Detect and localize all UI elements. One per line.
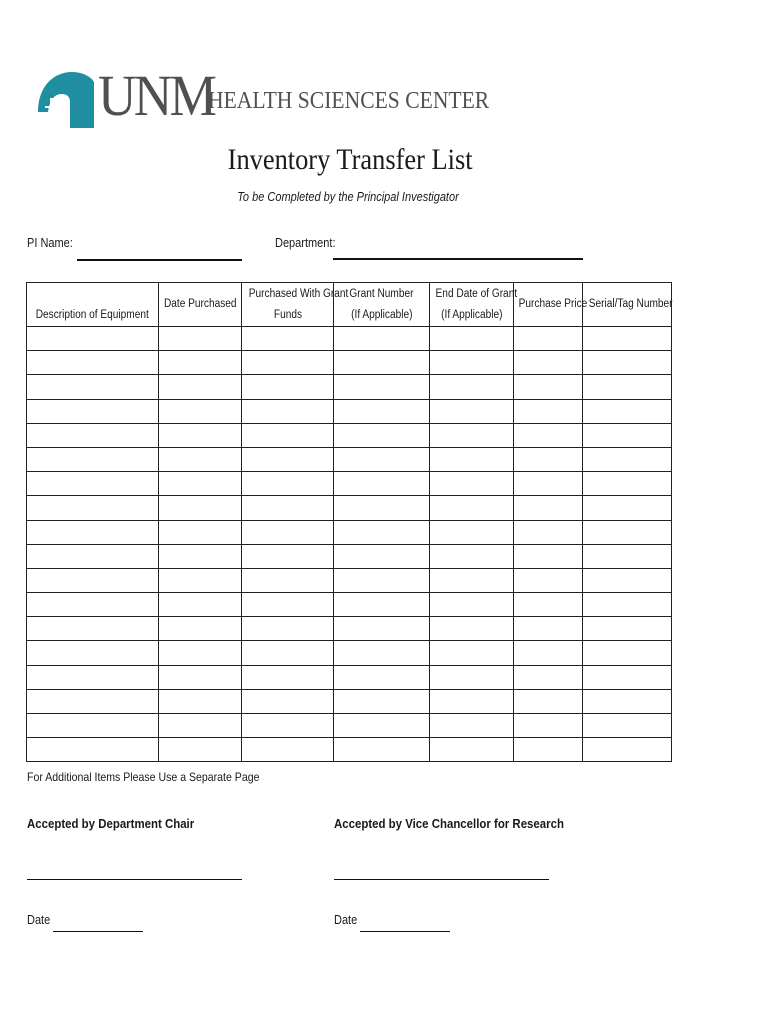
cell-grant-number[interactable]	[334, 641, 430, 665]
cell-date-purchased[interactable]	[159, 593, 242, 617]
table-row	[27, 544, 672, 568]
cell-date-purchased[interactable]	[159, 472, 242, 496]
cell-grant-end-date[interactable]	[430, 665, 514, 689]
accepted-by-vcr-label: Accepted by Vice Chancellor for Research	[334, 816, 564, 831]
cell-serial-tag[interactable]	[583, 689, 672, 713]
cell-description[interactable]	[27, 641, 159, 665]
cell-purchase-price[interactable]	[514, 520, 583, 544]
cell-grant-end-date[interactable]	[430, 593, 514, 617]
column-header-label: Date Purchased	[163, 298, 237, 310]
cell-date-purchased[interactable]	[159, 568, 242, 592]
cell-description[interactable]	[27, 472, 159, 496]
cell-grant-end-date[interactable]	[430, 375, 514, 399]
table-row	[27, 714, 672, 738]
cell-grant-end-date[interactable]	[430, 423, 514, 447]
cell-grant-number[interactable]	[334, 544, 430, 568]
cell-serial-tag[interactable]	[583, 375, 672, 399]
cell-description[interactable]	[27, 496, 159, 520]
column-header-grant-funds	[242, 283, 349, 327]
department-field[interactable]	[333, 258, 583, 260]
cell-grant-funds[interactable]	[242, 714, 334, 738]
unm-arch-logo-icon	[36, 68, 96, 128]
cell-description[interactable]	[27, 544, 159, 568]
cell-serial-tag[interactable]	[583, 665, 672, 689]
table-row	[27, 641, 672, 665]
table-row	[27, 520, 672, 544]
cell-date-purchased[interactable]	[159, 641, 242, 665]
cell-grant-number[interactable]	[334, 714, 430, 738]
cell-grant-end-date[interactable]	[430, 496, 514, 520]
cell-grant-funds[interactable]	[242, 689, 334, 713]
cell-grant-number[interactable]	[334, 375, 430, 399]
cell-description[interactable]	[27, 593, 159, 617]
cell-serial-tag[interactable]	[583, 738, 672, 762]
cell-serial-tag[interactable]	[583, 714, 672, 738]
accepted-by-chair-label: Accepted by Department Chair	[27, 816, 195, 831]
cell-purchase-price[interactable]	[514, 447, 583, 471]
cell-date-purchased[interactable]	[159, 714, 242, 738]
cell-purchase-price[interactable]	[514, 423, 583, 447]
cell-grant-number[interactable]	[334, 520, 430, 544]
chair-date-field[interactable]	[53, 931, 143, 932]
cell-grant-funds[interactable]	[242, 375, 334, 399]
cell-grant-funds[interactable]	[242, 447, 334, 471]
cell-grant-number[interactable]	[334, 568, 430, 592]
table-row	[27, 447, 672, 471]
cell-description[interactable]	[27, 351, 159, 375]
cell-grant-funds[interactable]	[242, 496, 334, 520]
cell-purchase-price[interactable]	[514, 327, 583, 351]
column-header-date-purchased	[159, 283, 242, 327]
table-row	[27, 399, 672, 423]
cell-purchase-price[interactable]	[514, 665, 583, 689]
cell-grant-funds[interactable]	[242, 472, 334, 496]
cell-serial-tag[interactable]	[583, 593, 672, 617]
column-header-description	[27, 283, 159, 327]
cell-grant-funds[interactable]	[242, 568, 334, 592]
cell-serial-tag[interactable]	[583, 641, 672, 665]
cell-grant-end-date[interactable]	[430, 327, 514, 351]
cell-grant-number[interactable]	[334, 496, 430, 520]
table-row	[27, 327, 672, 351]
vcr-signature-line[interactable]	[334, 879, 549, 880]
table-header-row	[27, 283, 672, 327]
cell-date-purchased[interactable]	[159, 544, 242, 568]
cell-grant-end-date[interactable]	[430, 714, 514, 738]
table-row	[27, 568, 672, 592]
cell-grant-end-date[interactable]	[430, 738, 514, 762]
chair-signature-line[interactable]	[27, 879, 242, 880]
column-header-label: End Date of Grant	[435, 287, 518, 300]
chair-date-label: Date	[27, 913, 51, 927]
cell-purchase-price[interactable]	[514, 593, 583, 617]
cell-description[interactable]	[27, 447, 159, 471]
cell-description[interactable]	[27, 738, 159, 762]
cell-date-purchased[interactable]	[159, 423, 242, 447]
cell-description[interactable]	[27, 375, 159, 399]
cell-date-purchased[interactable]	[159, 617, 242, 641]
cell-description[interactable]	[27, 327, 159, 351]
cell-grant-number[interactable]	[334, 738, 430, 762]
cell-purchase-price[interactable]	[514, 496, 583, 520]
cell-grant-number[interactable]	[334, 593, 430, 617]
cell-purchase-price[interactable]	[514, 738, 583, 762]
cell-grant-number[interactable]	[334, 351, 430, 375]
cell-grant-end-date[interactable]	[430, 399, 514, 423]
cell-grant-funds[interactable]	[242, 351, 334, 375]
cell-grant-funds[interactable]	[242, 423, 334, 447]
cell-grant-end-date[interactable]	[430, 641, 514, 665]
page-subtitle: To be Completed by the Principal Investigator	[237, 190, 459, 204]
inventory-table	[26, 282, 672, 762]
table-row	[27, 617, 672, 641]
vcr-date-field[interactable]	[360, 931, 450, 932]
cell-serial-tag[interactable]	[583, 568, 672, 592]
cell-purchase-price[interactable]	[514, 617, 583, 641]
table-row	[27, 472, 672, 496]
column-header-purchase-price	[514, 283, 588, 327]
cell-serial-tag[interactable]	[583, 447, 672, 471]
cell-date-purchased[interactable]	[159, 375, 242, 399]
cell-description[interactable]	[27, 714, 159, 738]
cell-purchase-price[interactable]	[514, 472, 583, 496]
cell-date-purchased[interactable]	[159, 738, 242, 762]
column-header-label: Serial/Tag Number	[588, 298, 673, 310]
pi-name-field[interactable]	[77, 259, 242, 261]
cell-date-purchased[interactable]	[159, 447, 242, 471]
cell-description[interactable]	[27, 665, 159, 689]
column-header-label: Purchase Price	[518, 298, 588, 310]
table-row	[27, 689, 672, 713]
cell-serial-tag[interactable]	[583, 472, 672, 496]
cell-serial-tag[interactable]	[583, 520, 672, 544]
cell-description[interactable]	[27, 689, 159, 713]
table-row	[27, 375, 672, 399]
cell-grant-funds[interactable]	[242, 327, 334, 351]
cell-purchase-price[interactable]	[514, 375, 583, 399]
cell-purchase-price[interactable]	[514, 568, 583, 592]
table-row	[27, 496, 672, 520]
cell-purchase-price[interactable]	[514, 689, 583, 713]
cell-date-purchased[interactable]	[159, 496, 242, 520]
cell-grant-number[interactable]	[334, 399, 430, 423]
logo-unm-text: UNM	[98, 63, 215, 128]
column-header-label: Description of Equipment	[35, 309, 150, 321]
cell-serial-tag[interactable]	[583, 351, 672, 375]
table-row	[27, 738, 672, 762]
department-label: Department:	[275, 236, 336, 250]
cell-grant-funds[interactable]	[242, 593, 334, 617]
table-row	[27, 423, 672, 447]
cell-description[interactable]	[27, 568, 159, 592]
cell-grant-funds[interactable]	[242, 544, 334, 568]
cell-grant-funds[interactable]	[242, 520, 334, 544]
cell-grant-number[interactable]	[334, 423, 430, 447]
cell-date-purchased[interactable]	[159, 665, 242, 689]
column-header-label: Grant Number	[349, 287, 414, 300]
logo-center-text: HEALTH SCIENCES CENTER	[208, 88, 490, 114]
column-header-serial-tag	[583, 283, 672, 327]
cell-grant-number[interactable]	[334, 472, 430, 496]
cell-date-purchased[interactable]	[159, 520, 242, 544]
cell-date-purchased[interactable]	[159, 327, 242, 351]
cell-grant-funds[interactable]	[242, 617, 334, 641]
cell-purchase-price[interactable]	[514, 714, 583, 738]
column-header-label: (If Applicable)	[440, 308, 503, 321]
cell-description[interactable]	[27, 423, 159, 447]
cell-grant-end-date[interactable]	[430, 520, 514, 544]
cell-date-purchased[interactable]	[159, 689, 242, 713]
cell-serial-tag[interactable]	[583, 544, 672, 568]
cell-grant-funds[interactable]	[242, 399, 334, 423]
cell-purchase-price[interactable]	[514, 351, 583, 375]
cell-grant-end-date[interactable]	[430, 689, 514, 713]
vcr-date-label: Date	[334, 913, 358, 927]
cell-purchase-price[interactable]	[514, 544, 583, 568]
column-header-label: Purchased With Grant	[248, 287, 349, 300]
cell-grant-number[interactable]	[334, 327, 430, 351]
cell-grant-end-date[interactable]	[430, 617, 514, 641]
cell-date-purchased[interactable]	[159, 399, 242, 423]
table-row	[27, 665, 672, 689]
cell-description[interactable]	[27, 399, 159, 423]
cell-grant-end-date[interactable]	[430, 351, 514, 375]
table-row	[27, 593, 672, 617]
table-row	[27, 351, 672, 375]
cell-grant-number[interactable]	[334, 447, 430, 471]
column-header-grant-end-date	[430, 283, 518, 327]
cell-serial-tag[interactable]	[583, 423, 672, 447]
column-header-label: (If Applicable)	[350, 308, 413, 321]
pi-name-label: PI Name:	[27, 236, 73, 250]
cell-grant-end-date[interactable]	[430, 544, 514, 568]
cell-serial-tag[interactable]	[583, 496, 672, 520]
cell-description[interactable]	[27, 520, 159, 544]
cell-description[interactable]	[27, 617, 159, 641]
cell-grant-end-date[interactable]	[430, 568, 514, 592]
page-title: Inventory Transfer List	[227, 143, 473, 176]
cell-serial-tag[interactable]	[583, 399, 672, 423]
cell-grant-end-date[interactable]	[430, 447, 514, 471]
cell-grant-number[interactable]	[334, 617, 430, 641]
table-body	[27, 327, 672, 762]
additional-items-note: For Additional Items Please Use a Separate Page	[27, 770, 260, 784]
cell-serial-tag[interactable]	[583, 617, 672, 641]
cell-grant-end-date[interactable]	[430, 472, 514, 496]
cell-serial-tag[interactable]	[583, 327, 672, 351]
cell-grant-number[interactable]	[334, 689, 430, 713]
cell-purchase-price[interactable]	[514, 641, 583, 665]
cell-grant-number[interactable]	[334, 665, 430, 689]
column-header-label: Funds	[273, 308, 302, 321]
cell-purchase-price[interactable]	[514, 399, 583, 423]
cell-grant-funds[interactable]	[242, 738, 334, 762]
cell-grant-funds[interactable]	[242, 641, 334, 665]
unm-hsc-logo	[36, 63, 490, 132]
cell-date-purchased[interactable]	[159, 351, 242, 375]
cell-grant-funds[interactable]	[242, 665, 334, 689]
